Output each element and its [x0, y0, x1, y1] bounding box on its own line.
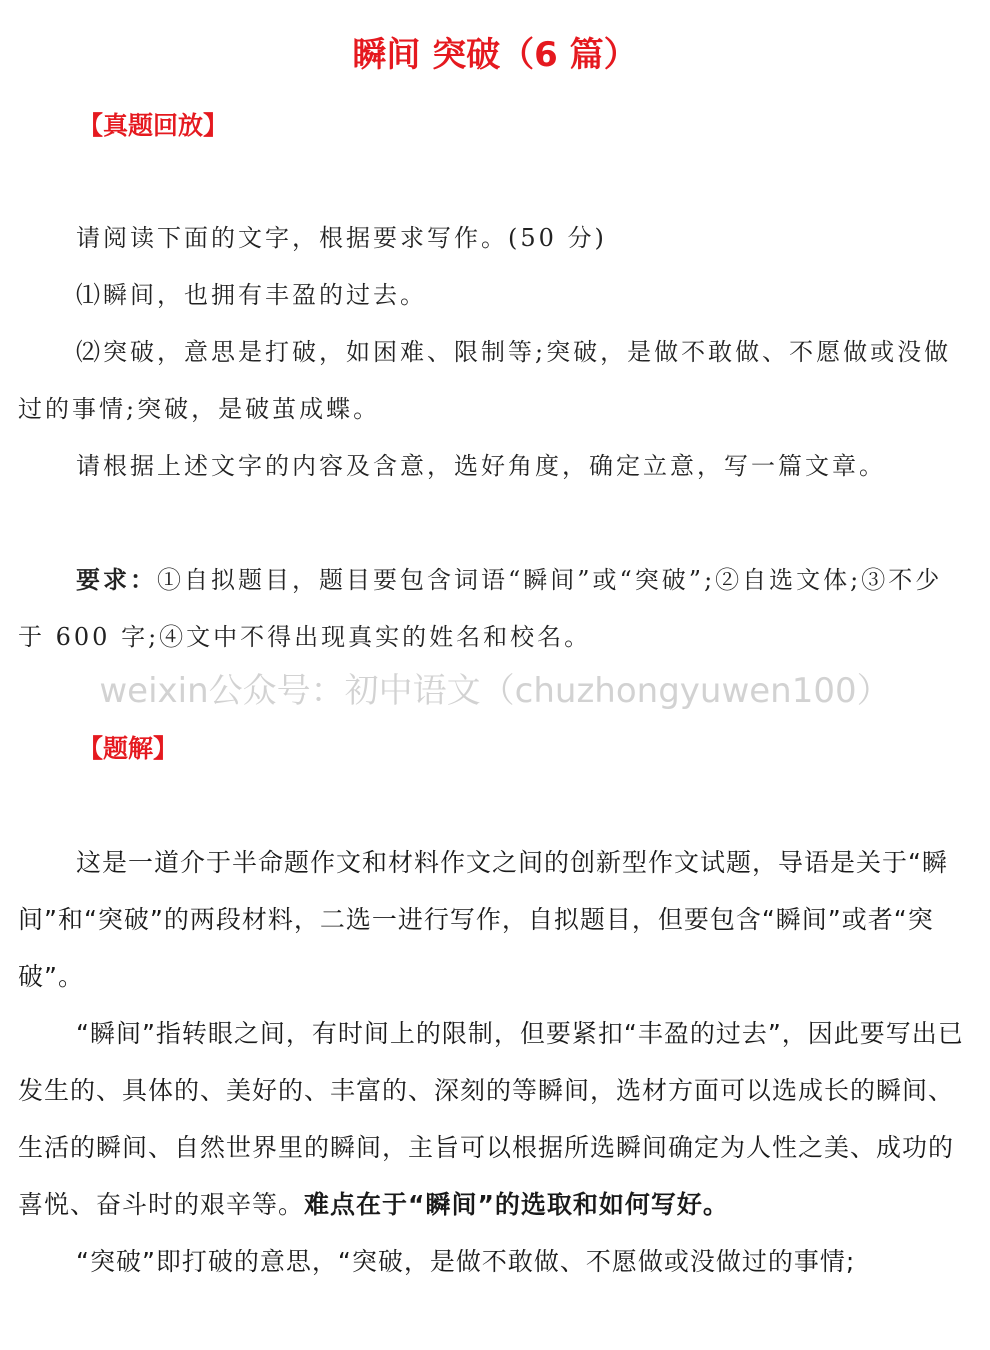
section-heading-analysis: 【题解】	[78, 734, 179, 763]
analysis-block	[18, 834, 966, 1290]
question-intro: 请阅读下面的文字，根据要求写作。(50 分)	[76, 224, 607, 252]
question-item-1: ⑴瞬间，也拥有丰盈的过去。	[76, 281, 427, 309]
section-heading-question: 【真题回放】	[78, 111, 229, 140]
requirement-text: ①自拟题目，题目要包含词语“瞬间”或“突破”;②自选文体;③不少于 600 字;④文中不得出现真实的姓名和校名。	[18, 566, 943, 651]
analysis-paragraph-2-text: “瞬间”指转眼之间，有时间上的限制，但要紧扣“丰盈的过去”，因此要写出已发生的、具体的、美好的、丰富的、深刻的等瞬间，选材方面可以选成长的瞬间、生活的瞬间、自然世界里的瞬间，主旨可以根据所选瞬间确定为人性之美、成功的喜悦、奋斗时的艰辛等。	[18, 1019, 964, 1219]
requirement-label: 要求：	[76, 565, 157, 594]
analysis-paragraph-2	[18, 1005, 966, 1233]
question-block	[18, 210, 966, 495]
analysis-paragraph-3: “突破”即打破的意思，“突破，是做不敢做、不愿做或没做过的事情;	[76, 1247, 856, 1276]
page-title: 瞬间 突破（6 篇）	[352, 35, 638, 75]
requirement-block	[18, 551, 966, 666]
watermark: weixin公众号：初中语文（chuzhongyuwen100）	[99, 671, 891, 711]
analysis-paragraph-1: 这是一道介于半命题作文和材料作文之间的创新型作文试题，导语是关于“瞬间”和“突破”的两段材料，二选一进行写作，自拟题目，但要包含“瞬间”或者“突破”。	[18, 848, 948, 991]
analysis-paragraph-2-bold: 难点在于“瞬间”的选取和如何写好。	[304, 1190, 729, 1219]
question-item-2: ⑵突破，意思是打破，如困难、限制等;突破，是做不敢做、不愿做或没做过的事情;突破，是破茧成蝶。	[18, 338, 952, 423]
question-instruction: 请根据上述文字的内容及含意，选好角度，确定立意，写一篇文章。	[76, 452, 886, 480]
